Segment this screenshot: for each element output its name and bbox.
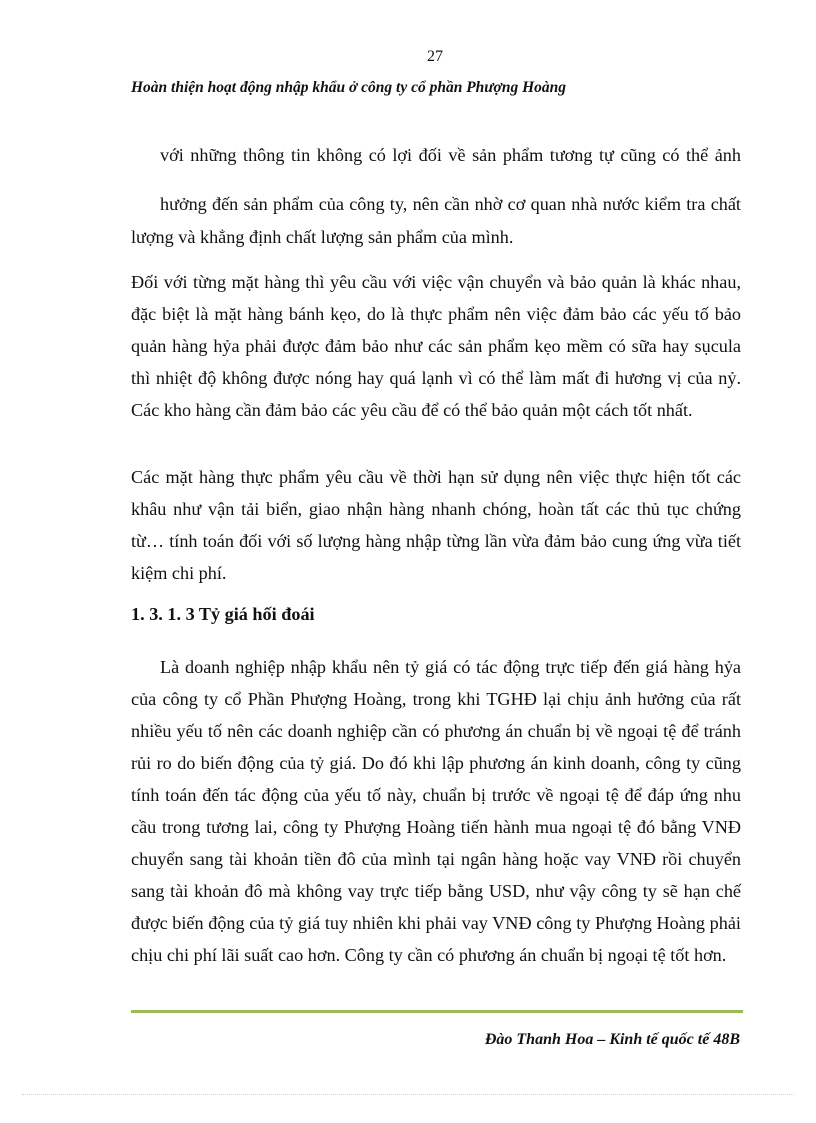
paragraph-2-text: hưởng đến sản phẩm của công ty, nên cần nhờ cơ quan nhà nước kiểm tra chất lượng và khẳng định chất lượng sản phẩm của mình. [131, 194, 741, 247]
section-heading: 1. 3. 1. 3 Tỷ giá hối đoái [131, 604, 315, 624]
footer-rule [131, 1010, 743, 1013]
paragraph-3 [131, 266, 741, 426]
paragraph-5-text: Là doanh nghiệp nhập khẩu nên tỷ giá có tác động trực tiếp đến giá hàng hỷa của công ty cổ Phần Phượng Hoàng, trong khi TGHĐ lại chịu ảnh hưởng của rất nhiều yếu tố nên các doanh nghiệp cần có phương án chuẩn bị về ngoại tệ để tránh rủi ro do biến động của tỷ giá. Do đó khi lập phương án kinh doanh, công ty cũng tính toán đến tác động của yếu tố này, chuẩn bị trước về ngoại tệ để đáp ứng nhu cầu trong tương lai, công ty Phượng Hoàng tiến hành mua ngoại tệ đó bằng VNĐ chuyển sang tài khoản tiền đô của mình tại ngân hàng hoặc vay VNĐ rồi chuyển sang tài khoản đô mà không vay trực tiếp bằng USD, như vậy công ty sẽ hạn chế được biến động của tỷ giá tuy nhiên khi phải vay VNĐ công ty Phượng Hoàng phải chịu chi phí lãi suất cao hơn. Công ty cần có phương án chuẩn bị ngoại tệ tốt hơn. [131, 657, 741, 965]
paragraph-1 [131, 139, 741, 171]
paragraph-2 [131, 188, 741, 254]
paragraph-4 [131, 461, 741, 589]
running-header: Hoàn thiện hoạt động nhập khẩu ở công ty cổ phần Phượng Hoàng [131, 79, 567, 96]
footer-author: Đào Thanh Hoa – Kinh tế quốc tế 48B [484, 1031, 740, 1048]
paragraph-3-text: Đối với từng mặt hàng thì yêu cầu với việc vận chuyển và bảo quản là khác nhau, đặc biệt là mặt hàng bánh kẹo, do là thực phẩm nên việc đảm bảo các yếu tố bảo quản hàng hỷa phải được đảm bảo như các sản phẩm kẹo mềm có sữa hay sụcula thì nhiệt độ không được nóng hay quá lạnh vì có thể làm mất đi hương vị của nỷ. Các kho hàng cần đảm bảo các yêu cầu để có thể bảo quản một cách tốt nhất. [131, 272, 741, 420]
page-number: 27 [427, 48, 443, 65]
paragraph-1-line: với những thông tin không có lợi đối về sản phẩm tương tự cũng có thể ảnh [160, 145, 741, 165]
paragraph-4-text: Các mặt hàng thực phẩm yêu cầu về thời hạn sử dụng nên việc thực hiện tốt các khâu như vận tải biển, giao nhận hàng nhanh chóng, hoàn tất các thủ tục chứng từ… tính toán đối với số lượng hàng nhập từng lần vừa đảm bảo cung ứng vừa tiết kiệm chi phí. [131, 467, 741, 583]
page-bottom-line [22, 1094, 794, 1095]
paragraph-5 [131, 651, 741, 971]
